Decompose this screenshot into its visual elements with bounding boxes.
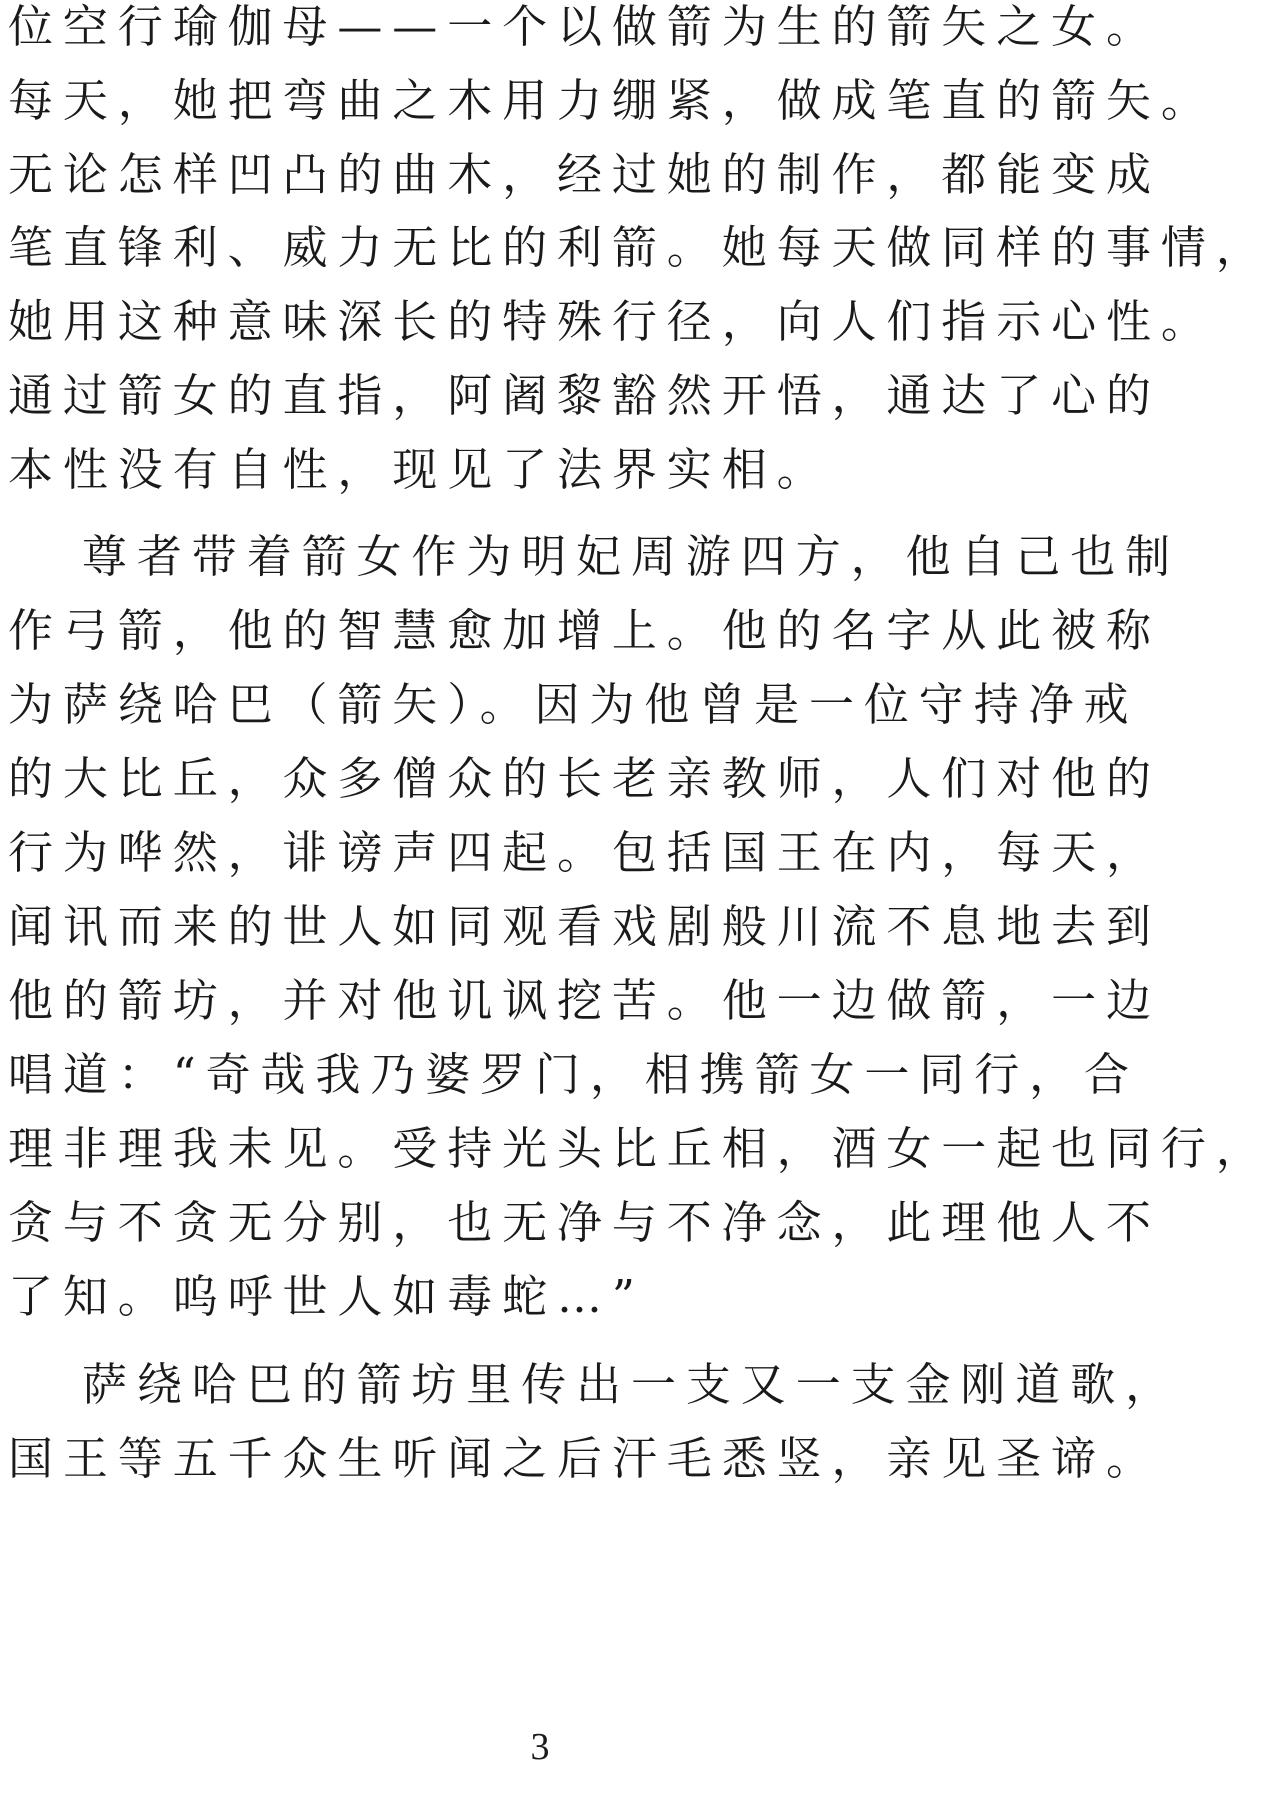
page-number: 3 <box>530 1726 550 1768</box>
text-line: 的大比丘，众多僧众的长老亲教师，人们对他的 <box>8 752 1161 805</box>
text-line: 国王等五千众生听闻之后汗毛悉竖，亲见圣谛。 <box>8 1432 1161 1485</box>
text-line: 理非理我未见。受持光头比丘相，酒女一起也同行， <box>8 1122 1271 1175</box>
text-line: 闻讯而来的世人如同观看戏剧般川流不息地去到 <box>8 900 1161 953</box>
text-line: 笔直锋利、威力无比的利箭。她每天做同样的事情， <box>8 221 1271 274</box>
text-line: 了知。呜呼世人如毒蛇…” <box>8 1270 645 1323</box>
text-line: 无论怎样凹凸的曲木，经过她的制作，都能变成 <box>8 148 1161 201</box>
text-line: 行为哗然，诽谤声四起。包括国王在内，每天， <box>8 826 1161 879</box>
text-line: 作弓箭，他的智慧愈加增上。他的名字从此被称 <box>8 604 1161 657</box>
text-line: 她用这种意味深长的特殊行径，向人们指示心性。 <box>8 295 1216 348</box>
text-line: 通过箭女的直指，阿阇黎豁然开悟，通达了心的 <box>8 369 1161 422</box>
paragraph-first-line: 萨绕哈巴的箭坊里传出一支又一支金刚道歌， <box>82 1358 1181 1411</box>
text-line: 每天，她把弯曲之木用力绷紧，做成笔直的箭矢。 <box>8 74 1216 127</box>
text-line: 他的箭坊，并对他讥讽挖苦。他一边做箭，一边 <box>8 974 1161 1027</box>
paragraph-first-line: 尊者带着箭女作为明妃周游四方，他自己也制 <box>82 530 1181 583</box>
text-line: 贪与不贪无分别，也无净与不净念，此理他人不 <box>8 1196 1161 1249</box>
text-line: 唱道：“奇哉我乃婆罗门，相携箭女一同行，合 <box>8 1048 1139 1101</box>
text-line: 本性没有自性，现见了法界实相。 <box>8 443 832 496</box>
text-line: 为萨绕哈巴（箭矢）。因为他曾是一位守持净戒 <box>8 678 1139 731</box>
text-line: 位空行瑜伽母——一个以做箭为生的箭矢之女。 <box>8 0 1161 53</box>
